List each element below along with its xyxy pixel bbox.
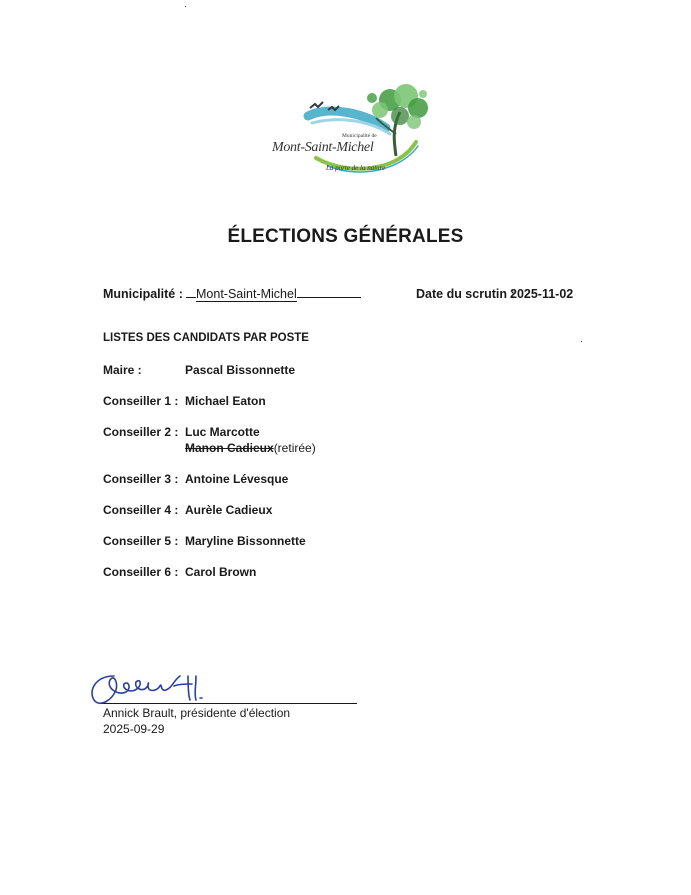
candidate-name: Carol Brown <box>185 565 257 579</box>
election-date-label: Date du scrutin : <box>416 287 515 301</box>
position-label: Conseiller 2 : <box>103 425 179 439</box>
municipality-logo <box>268 76 438 186</box>
position-label: Conseiller 3 : <box>103 472 179 486</box>
logo-slogan: La porte de la nature <box>326 164 386 172</box>
candidate-name: Pascal Bissonnette <box>185 363 296 377</box>
municipality-field <box>186 287 361 301</box>
position-label: Maire : <box>103 363 142 377</box>
withdrawn-note: (retirée) <box>273 441 316 455</box>
scan-speck <box>581 341 582 342</box>
document-title: ÉLECTIONS GÉNÉRALES <box>227 226 464 247</box>
municipality-value: Mont-Saint-Michel <box>196 287 297 301</box>
position-label: Conseiller 1 : <box>103 394 179 408</box>
withdrawn-candidate <box>185 441 316 455</box>
candidate-name: Luc Marcotte <box>185 425 260 439</box>
position-label: Conseiller 6 : <box>103 565 179 579</box>
logo-wordmark: Mont-Saint-Michel <box>272 140 374 155</box>
signer-name: Annick Brault, présidente d'élection <box>103 706 291 720</box>
candidate-name: Aurèle Cadieux <box>185 503 273 517</box>
position-label: Conseiller 5 : <box>103 534 179 548</box>
scan-speck <box>185 6 186 7</box>
election-date-value: 2025-11-02 <box>510 287 574 301</box>
position-label: Conseiller 4 : <box>103 503 179 517</box>
municipality-label: Municipalité : <box>103 287 183 301</box>
withdrawn-candidate-name: Manon Cadieux <box>185 441 274 455</box>
candidate-name: Michael Eaton <box>185 394 266 408</box>
candidate-name: Maryline Bissonnette <box>185 534 306 548</box>
logo-tagline: Municipalité de <box>342 133 377 139</box>
section-heading: LISTES DES CANDIDATS PAR POSTE <box>103 332 309 344</box>
candidate-name: Antoine Lévesque <box>185 472 289 486</box>
signature-date: 2025-09-29 <box>103 722 165 736</box>
